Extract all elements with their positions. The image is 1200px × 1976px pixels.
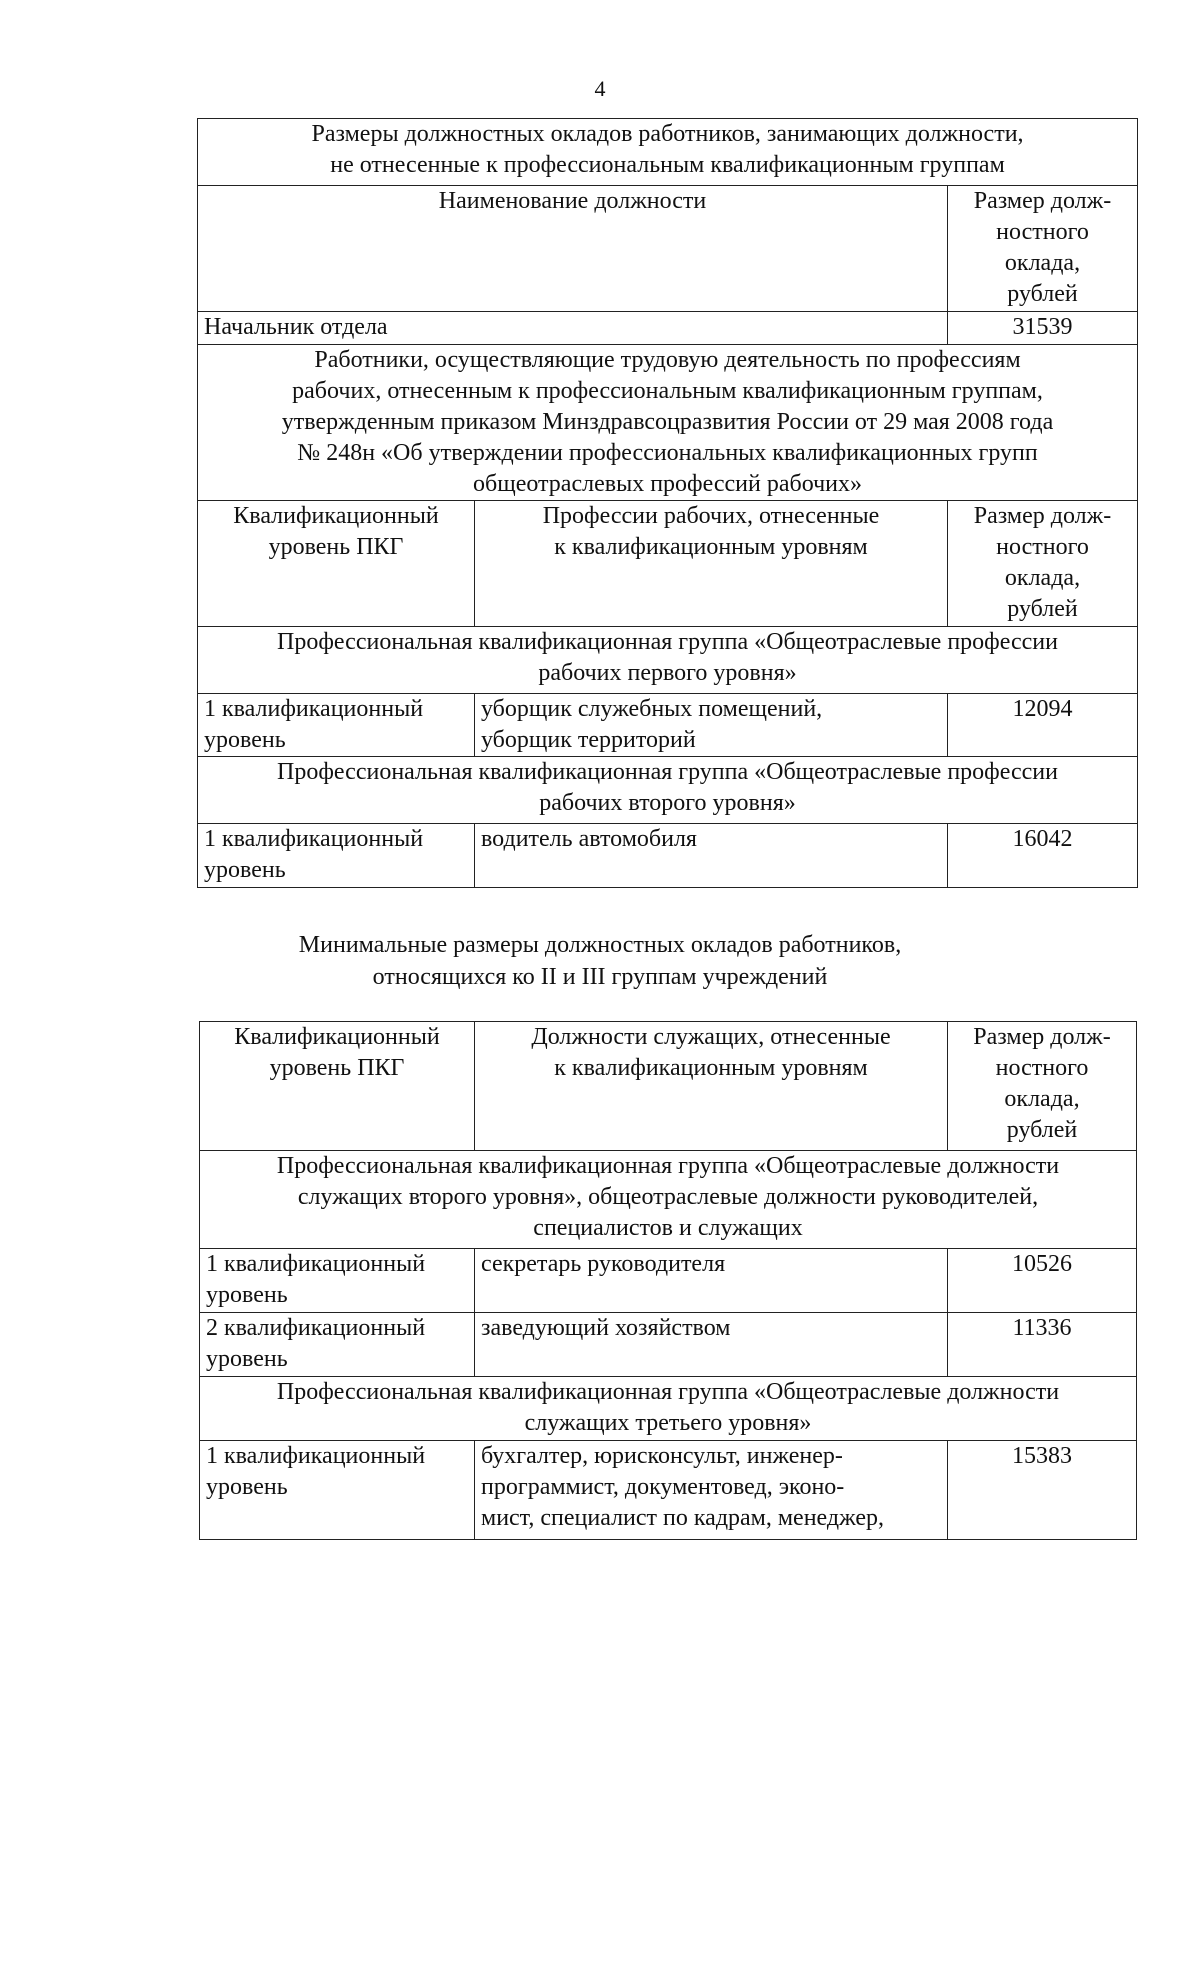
- header-positions: [475, 1022, 948, 1151]
- group-heading-employees-level-3: [200, 1377, 1137, 1441]
- row-salary-value: 31539: [1012, 314, 1073, 340]
- row-salary: [948, 312, 1138, 345]
- section-heading-positions: [198, 119, 1138, 186]
- header-professions: [475, 501, 948, 627]
- row-professions: [475, 694, 948, 757]
- section-heading-workers: [198, 345, 1138, 501]
- salary-table-groups-2-3: [199, 1021, 1137, 1540]
- row-salary-value: 15383: [1012, 1443, 1072, 1469]
- group-heading-workers-level-1: [198, 627, 1138, 694]
- group-heading-workers-level-1-text: Профессиональная квалификационная группа «Общеотраслевые профессии рабочих первого уровня»: [277, 629, 1058, 686]
- row-professions-text: водитель автомобиля: [481, 826, 697, 852]
- row-level-text: 1 квалификационный уровень: [204, 696, 424, 753]
- header-salary: [948, 1022, 1137, 1151]
- header-level-text: Квалификационный уровень ПКГ: [234, 1024, 440, 1081]
- header-professions-text: Профессии рабочих, отнесенные к квалификационным уровням: [542, 503, 880, 560]
- row-salary-value: 16042: [1012, 826, 1073, 852]
- row-salary-value: 12094: [1012, 696, 1073, 722]
- row-level-text: 1 квалификационный уровень: [204, 826, 424, 883]
- row-positions-text: бухгалтер, юрисконсульт, инженер- программист, документовед, эконо- мист, специалист по кадрам, менеджер,: [481, 1443, 885, 1531]
- header-salary: [948, 186, 1138, 312]
- header-level: [198, 501, 475, 627]
- group-heading-employees-level-3-text: Профессиональная квалификационная группа «Общеотраслевые должности служащих третьего уровня»: [276, 1379, 1060, 1436]
- group-heading-employees-level-2-text: Профессиональная квалификационная группа «Общеотраслевые должности служащих второго уровня», общеотраслевые должности руководителей, специалистов и служащих: [276, 1153, 1060, 1241]
- row-level-text: 1 квалификационный уровень: [206, 1443, 426, 1500]
- group-heading-workers-level-2-text: Профессиональная квалификационная группа «Общеотраслевые профессии рабочих второго уровня»: [277, 759, 1058, 816]
- page-number: 4: [594, 76, 606, 101]
- row-salary: [948, 1441, 1137, 1540]
- row-level: [198, 824, 475, 888]
- caption-line-1: Минимальные размеры должностных окладов работников,: [298, 932, 902, 958]
- row-positions: [475, 1249, 948, 1313]
- header-salary-2: [948, 501, 1138, 627]
- row-professions-text: уборщик служебных помещений, уборщик территорий: [481, 696, 823, 753]
- row-positions: [475, 1313, 948, 1377]
- header-salary-text: Размер долж- ностного оклада, рублей: [973, 1024, 1111, 1143]
- caption-line-2: относящихся ко II и III группам учреждений: [372, 964, 828, 990]
- row-professions: [475, 824, 948, 888]
- row-positions: [475, 1441, 948, 1540]
- row-salary: [948, 694, 1138, 757]
- row-level: [200, 1313, 475, 1377]
- row-level: [198, 694, 475, 757]
- row-salary-value: 10526: [1012, 1251, 1072, 1277]
- row-positions-text: заведующий хозяйством: [481, 1315, 731, 1341]
- header-positions-text: Должности служащих, отнесенные к квалификационным уровням: [531, 1024, 891, 1081]
- row-salary: [948, 824, 1138, 888]
- row-salary: [948, 1249, 1137, 1313]
- row-level-text: 1 квалификационный уровень: [206, 1251, 426, 1308]
- group-heading-employees-level-2: [200, 1151, 1137, 1249]
- row-salary: [948, 1313, 1137, 1377]
- row-level: [200, 1441, 475, 1540]
- header-salary-text: Размер долж- ностного оклада, рублей: [973, 188, 1112, 307]
- row-level-text: 2 квалификационный уровень: [206, 1315, 426, 1372]
- row-salary-value: 11336: [1012, 1315, 1072, 1341]
- table-2-caption: [0, 929, 1200, 993]
- group-heading-workers-level-2: [198, 757, 1138, 824]
- section-heading-workers-text: Работники, осуществляющие трудовую деятельность по профессиям рабочих, отнесенным к профессиональным квалификационным группам, утвержденным приказом Минздравсоцразвития России от 29 мая 2008 года № 248н «Об утверждении профессиональных квалификационных групп общеотраслевых профессий рабочих»: [281, 347, 1054, 497]
- section-heading-positions-text: Размеры должностных окладов работников, занимающих должности, не отнесенные к профессиональным квалификационным группам: [311, 121, 1024, 178]
- salary-table-unqualified: [197, 118, 1138, 888]
- header-level-text: Квалификационный уровень ПКГ: [233, 503, 439, 560]
- row-position-text: Начальник отдела: [204, 314, 388, 340]
- row-level: [200, 1249, 475, 1313]
- header-position-name-text: Наименование должности: [438, 188, 707, 214]
- header-position-name: [198, 186, 948, 312]
- header-salary-2-text: Размер долж- ностного оклада, рублей: [973, 503, 1112, 622]
- header-level: [200, 1022, 475, 1151]
- row-positions-text: секретарь руководителя: [481, 1251, 726, 1277]
- row-position: [198, 312, 948, 345]
